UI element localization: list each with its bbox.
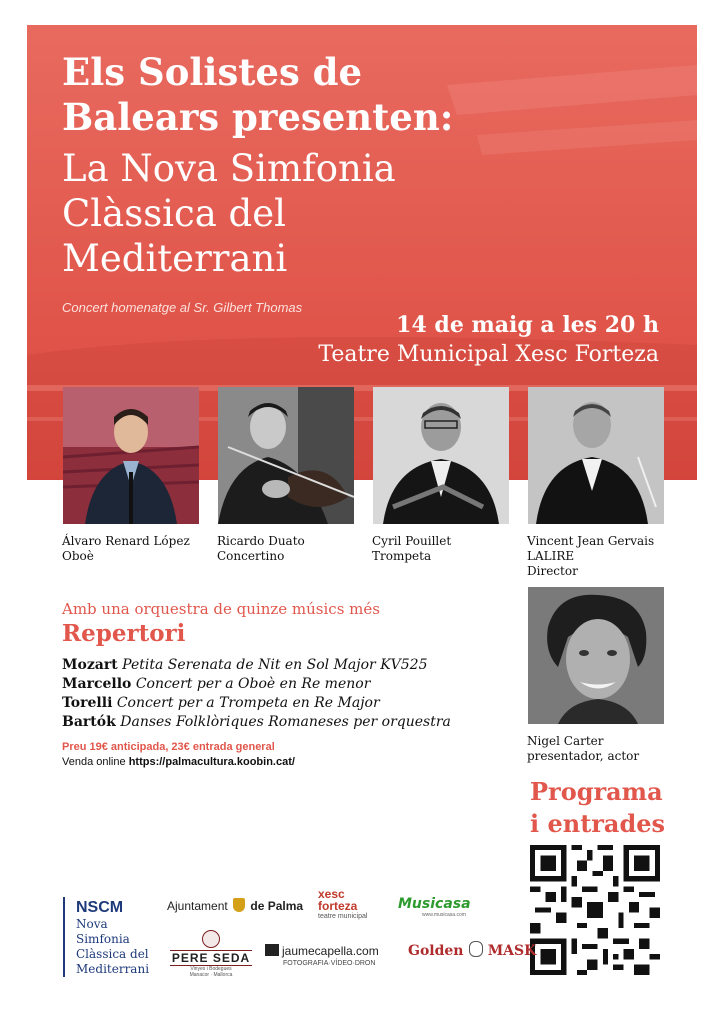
- pere-seda-sub1: Vinyes i Bodegues: [190, 966, 232, 972]
- performer-name: Álvaro Renard López: [62, 534, 190, 548]
- program-heading: [530, 776, 665, 840]
- nscm-line4: Mediterrani: [76, 962, 150, 976]
- concert-date: 14 de maig a les 20 h: [396, 312, 659, 338]
- pere-seda-logo: [170, 930, 252, 978]
- list-item: [62, 694, 451, 713]
- golden-text: Golden: [408, 943, 464, 959]
- composer: Marcello: [62, 676, 132, 692]
- list-item: [62, 675, 451, 694]
- headline-line3: La Nova Simfonia: [62, 147, 396, 190]
- orchestra-intro: Amb una orquestra de quinze músics més: [62, 600, 380, 618]
- crest-icon: [233, 898, 245, 912]
- work: Danses Folklòriques Romaneses per orquestra: [120, 714, 451, 730]
- musicasa-url: www.musicasa.com: [422, 912, 466, 918]
- nscm-line2: Simfonia: [76, 932, 130, 946]
- headline-line2: Balears presenten:: [62, 95, 454, 139]
- nscm-fullname: [76, 917, 149, 977]
- headline-line1: Els Solistes de: [62, 50, 363, 94]
- online-sale: [62, 756, 295, 768]
- headline-line5: Mediterrani: [62, 237, 288, 280]
- performer-name: Ricardo Duato: [217, 534, 305, 548]
- golden-mask-logo: [408, 940, 536, 959]
- musicasa-logo: [398, 896, 471, 918]
- work: Concert per a Trompeta en Re Major: [116, 695, 380, 711]
- online-sale-link[interactable]: https://palmacultura.koobin.cat/: [128, 756, 295, 768]
- camera-icon: [265, 944, 279, 956]
- performer-name: Vincent Jean Gervais: [527, 534, 655, 548]
- xesc-text: xesc: [318, 887, 345, 901]
- performer-photo-violin: [218, 387, 354, 524]
- repertoire-title: Repertori: [62, 620, 186, 647]
- performer-role: Trompeta: [372, 549, 432, 563]
- presenter-photo: [528, 587, 664, 724]
- performer-role: Oboè: [62, 549, 94, 563]
- nscm-bar: [63, 897, 65, 977]
- program-line1: Programa: [530, 777, 663, 806]
- list-item: [62, 656, 451, 675]
- ajuntament-logo: [167, 898, 303, 913]
- headline-regular: [62, 146, 396, 281]
- qr-code[interactable]: [530, 845, 660, 975]
- ticket-price: Preu 19€ anticipada, 23€ entrada general: [62, 741, 275, 753]
- concert-subtitle: Concert homenatge al Sr. Gilbert Thomas: [62, 300, 303, 315]
- work: Petita Serenata de Nit en Sol Major KV525: [122, 657, 428, 673]
- ajuntament-text-a: Ajuntament: [167, 899, 228, 913]
- jaumecapella-logo: [265, 942, 379, 967]
- headline-line4: Clàssica del: [62, 192, 286, 235]
- program-line2: i entrades: [530, 809, 666, 838]
- xesc-forteza-logo: [318, 888, 367, 920]
- composer: Mozart: [62, 657, 118, 673]
- presenter-name: Nigel Carter: [527, 734, 604, 748]
- jaume-sub: FOTOGRAFIA·VÍDEO·DRON: [283, 960, 376, 967]
- online-sale-label: Venda online: [62, 756, 126, 768]
- performer-caption-4: [527, 534, 654, 579]
- work: Concert per a Oboè en Re menor: [135, 676, 371, 692]
- presenter-role: presentador, actor: [527, 749, 640, 763]
- list-item: [62, 713, 451, 732]
- concert-venue: Teatre Municipal Xesc Forteza: [318, 342, 659, 367]
- performer-role: Director: [527, 564, 578, 578]
- headline-bold: [62, 50, 453, 140]
- teatre-text: teatre municipal: [318, 913, 368, 920]
- ajuntament-text-b: de Palma: [250, 899, 304, 913]
- nscm-line1: Nova: [76, 917, 108, 931]
- mask-icon: [469, 941, 483, 957]
- performer-name: Cyril Pouillet: [372, 534, 452, 548]
- performer-caption-1: [62, 534, 190, 564]
- pere-seda-sub2: Manacor · Mallorca: [189, 972, 233, 978]
- mask-text: MASK: [487, 943, 537, 959]
- presenter-caption: [527, 734, 639, 764]
- repertoire-list: [62, 656, 451, 732]
- performer-name-cont: LALIRE: [527, 549, 575, 563]
- performer-caption-3: [372, 534, 451, 564]
- performer-role: Concertino: [217, 549, 285, 563]
- composer: Bartók: [62, 714, 116, 730]
- musicasa-text: Musicasa: [398, 896, 471, 912]
- performer-photo-oboe: [63, 387, 199, 524]
- jaume-text: jaumecapella.com: [282, 944, 379, 958]
- nscm-line3: Clàssica del: [76, 947, 149, 961]
- pere-seda-text: PERE SEDA: [171, 951, 251, 965]
- forteza-text: forteza: [318, 899, 358, 913]
- nscm-acronym: NSCM: [76, 899, 124, 916]
- composer: Torelli: [62, 695, 113, 711]
- performer-photo-trumpet: [373, 387, 509, 524]
- pere-seda-emblem-icon: [202, 930, 220, 948]
- performer-photo-director: [528, 387, 664, 524]
- performer-caption-2: [217, 534, 305, 564]
